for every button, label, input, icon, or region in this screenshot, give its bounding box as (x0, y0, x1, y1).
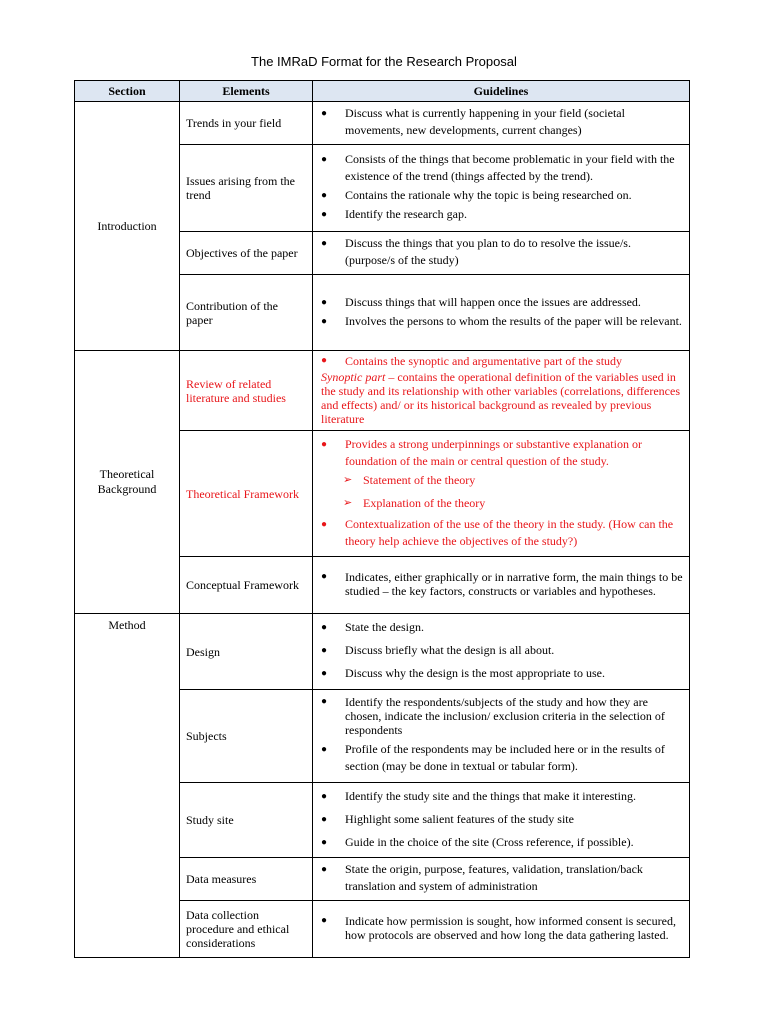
section-introduction: Introduction (75, 102, 180, 351)
bullet-item: ● Discuss what is currently happening in your field (societal movements, new developments, current changes) (321, 106, 625, 137)
table-row (75, 102, 690, 145)
guidelines-cell (313, 557, 690, 614)
bullet-icon: ● (321, 355, 328, 366)
header-row (75, 81, 690, 102)
guidelines-cell (313, 783, 690, 858)
guidelines-cell (313, 275, 690, 351)
bullet-item: ● Contains the synoptic and argumentative part of the study (321, 354, 623, 368)
arrow-bullet-icon: ➢ (343, 473, 353, 486)
bullet-icon: ● (321, 209, 328, 220)
element-data-collection: Data collection procedure and ethical considerations (180, 901, 313, 958)
bullet-icon: ● (321, 238, 328, 249)
bullet-item: ● Identify the study site and the things that make it interesting. (321, 788, 636, 803)
bullet-icon: ● (321, 813, 328, 825)
element-contribution: Contribution of the paper (180, 275, 313, 351)
bullet-item: ● Profile of the respondents may be included here or in the results of section (may be done in textual or tabular form). (321, 742, 665, 773)
guidelines-cell (313, 901, 690, 958)
bullet-icon: ● (321, 790, 328, 802)
element-subjects: Subjects (180, 690, 313, 783)
element-data-measures: Data measures (180, 858, 313, 901)
bullet-item: ● Indicates, either graphically or in narrative form, the main things to be studied – the key factors, constructs or variables and hypotheses. (321, 570, 683, 598)
element-objectives: Objectives of the paper (180, 232, 313, 275)
element-trends: Trends in your field (180, 102, 313, 145)
synoptic-label: Synoptic part (321, 370, 386, 384)
guidelines-cell (313, 232, 690, 275)
guidelines-cell (313, 351, 690, 431)
sub-bullet-item: ➢ Explanation of the theory (343, 495, 486, 510)
header-elements: Elements (180, 81, 313, 102)
element-review: Review of related literature and studies (180, 351, 313, 431)
bullet-item: ● Consists of the things that become problematic in your field with the existence of the trend (things affected by the trend). (321, 152, 675, 183)
bullet-item: ● Identify the research gap. (321, 207, 467, 221)
bullet-item: ● Identify the respondents/subjects of the study and how they are chosen, indicate the inclusion/ exclusion criteria in the selection of respondents (321, 695, 665, 737)
bullet-item: ● State the origin, purpose, features, validation, translation/back translation and system of administration (321, 862, 643, 893)
bullet-item: ● Indicate how permission is sought, how informed consent is secured, how protocols are observed and how long the data gathering lasted. (321, 914, 676, 942)
header-guidelines: Guidelines (313, 81, 690, 102)
bullet-item: ● Contextualization of the use of the theory in the study. (How can the theory help achieve the objectives of the study?) (321, 516, 674, 548)
guidelines-cell (313, 102, 690, 145)
sub-bullet-item: ➢ Statement of the theory (343, 472, 476, 487)
bullet-item: ● Guide in the choice of the site (Cross reference, if possible). (321, 834, 634, 849)
bullet-item: ● Provides a strong underpinnings or substantive explanation or foundation of the main or central question of the study. (321, 436, 642, 468)
bullet-icon: ● (321, 668, 328, 679)
bullet-item: ● Contains the rationale why the topic is being researched on. (321, 188, 632, 202)
bullet-icon: ● (321, 915, 328, 926)
element-design: Design (180, 614, 313, 690)
table-row (75, 614, 690, 690)
bullet-item: ● Discuss things that will happen once the issues are addressed. (321, 294, 641, 309)
imrad-table (74, 80, 690, 958)
element-theoretical-framework: Theoretical Framework (180, 431, 313, 557)
guidelines-cell (313, 145, 690, 232)
bullet-icon: ● (321, 438, 328, 450)
section-theoretical: Theoretical Background (75, 351, 180, 614)
bullet-icon: ● (321, 154, 328, 165)
table-row (75, 351, 690, 431)
bullet-icon: ● (321, 571, 328, 582)
guidelines-cell (313, 431, 690, 557)
section-method: Method (75, 614, 180, 958)
bullet-icon: ● (321, 315, 328, 327)
bullet-icon: ● (321, 864, 328, 875)
bullet-icon: ● (321, 744, 328, 755)
guidelines-cell (313, 858, 690, 901)
element-study-site: Study site (180, 783, 313, 858)
bullet-icon: ● (321, 836, 328, 848)
bullet-item: ● Involves the persons to whom the results of the paper will be relevant. (321, 313, 682, 328)
bullet-icon: ● (321, 296, 328, 308)
bullet-item: ● Highlight some salient features of the study site (321, 811, 574, 826)
header-section: Section (75, 81, 180, 102)
bullet-item: ● Discuss briefly what the design is all about. (321, 643, 555, 657)
bullet-item: ● Discuss the things that you plan to do to resolve the issue/s. (purpose/s of the study) (321, 236, 631, 267)
arrow-bullet-icon: ➢ (343, 496, 353, 509)
element-conceptual-framework: Conceptual Framework (180, 557, 313, 614)
synoptic-paragraph: Synoptic part – contains the operational definition of the variables used in the study and its relationship with other variables (correlations, differences and effects) and/ or its historical background as revealed by previous literature (321, 370, 681, 426)
document-title: The IMRaD Format for the Research Proposal (251, 54, 517, 69)
guidelines-cell (313, 690, 690, 783)
bullet-icon: ● (321, 108, 328, 119)
bullet-icon: ● (321, 622, 328, 633)
bullet-item: ● Discuss why the design is the most appropriate to use. (321, 666, 605, 680)
bullet-icon: ● (321, 645, 328, 656)
bullet-icon: ● (321, 696, 328, 707)
bullet-icon: ● (321, 190, 328, 201)
bullet-item: ● State the design. (321, 620, 424, 634)
guidelines-cell (313, 614, 690, 690)
bullet-icon: ● (321, 518, 328, 530)
element-issues: Issues arising from the trend (180, 145, 313, 232)
